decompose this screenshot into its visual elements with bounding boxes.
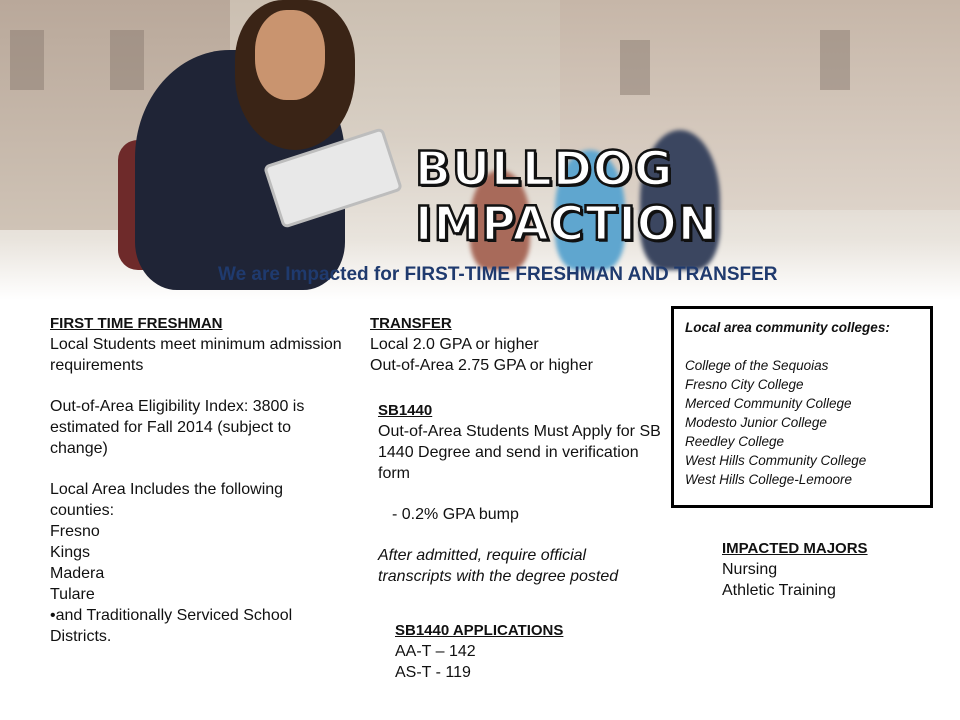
county-item: Kings [50, 544, 91, 561]
college-item: West Hills Community College [685, 453, 867, 468]
school-districts-text: •and Traditionally Serviced School Districts. [50, 607, 293, 645]
transfer-section [370, 313, 660, 376]
college-item: West Hills College-Lemoore [685, 472, 853, 487]
community-colleges-box [671, 306, 933, 508]
building-window [110, 30, 144, 90]
local-students-text: Local Students meet minimum admission requirements [50, 336, 342, 374]
freshman-section [50, 313, 345, 647]
aa-t-count: AA-T – 142 [395, 643, 476, 660]
impacted-majors-heading: IMPACTED MAJORS [722, 540, 868, 557]
impacted-majors-section [722, 538, 922, 601]
college-item: College of the Sequoias [685, 358, 829, 373]
freshman-heading: FIRST TIME FRESHMAN [50, 315, 223, 332]
sb1440-heading: SB1440 [378, 402, 433, 419]
after-admitted-text: After admitted, require official transcripts with the degree posted [378, 547, 619, 585]
college-item: Merced Community College [685, 396, 852, 411]
gpa-bump-text: - 0.2% GPA bump [392, 506, 519, 523]
college-item: Reedley College [685, 434, 785, 449]
sb1440-section [378, 400, 663, 587]
college-item: Fresno City College [685, 377, 804, 392]
eligibility-index-text: Out-of-Area Eligibility Index: 3800 is estimated for Fall 2014 (subject to change) [50, 398, 305, 457]
major-item: Nursing [722, 561, 778, 578]
county-item: Madera [50, 565, 105, 582]
building-window [10, 30, 44, 90]
student-face [255, 10, 325, 100]
community-colleges-list [685, 356, 919, 489]
as-t-count: AS-T - 119 [395, 664, 471, 681]
building-window [620, 40, 650, 95]
county-item: Tulare [50, 586, 95, 603]
page-title: BULLDOG IMPACTION [415, 142, 719, 252]
building-window [820, 30, 850, 90]
local-gpa-text: Local 2.0 GPA or higher [370, 336, 539, 353]
page-subtitle: We are Impacted for FIRST-TIME FRESHMAN AND TRANSFER [218, 264, 778, 285]
major-item: Athletic Training [722, 582, 836, 599]
transfer-heading: TRANSFER [370, 315, 452, 332]
college-item: Modesto Junior College [685, 415, 827, 430]
sb1440-applications-heading: SB1440 APPLICATIONS [395, 622, 564, 639]
county-item: Fresno [50, 523, 100, 540]
out-of-area-gpa-text: Out-of-Area 2.75 GPA or higher [370, 357, 593, 374]
sb1440-applications-section [395, 620, 655, 683]
community-colleges-heading: Local area community colleges: [685, 320, 890, 335]
sb1440-requirement: Out-of-Area Students Must Apply for SB 1440 Degree and send in verification form [378, 423, 661, 482]
local-area-intro: Local Area Includes the following counties: [50, 481, 284, 519]
